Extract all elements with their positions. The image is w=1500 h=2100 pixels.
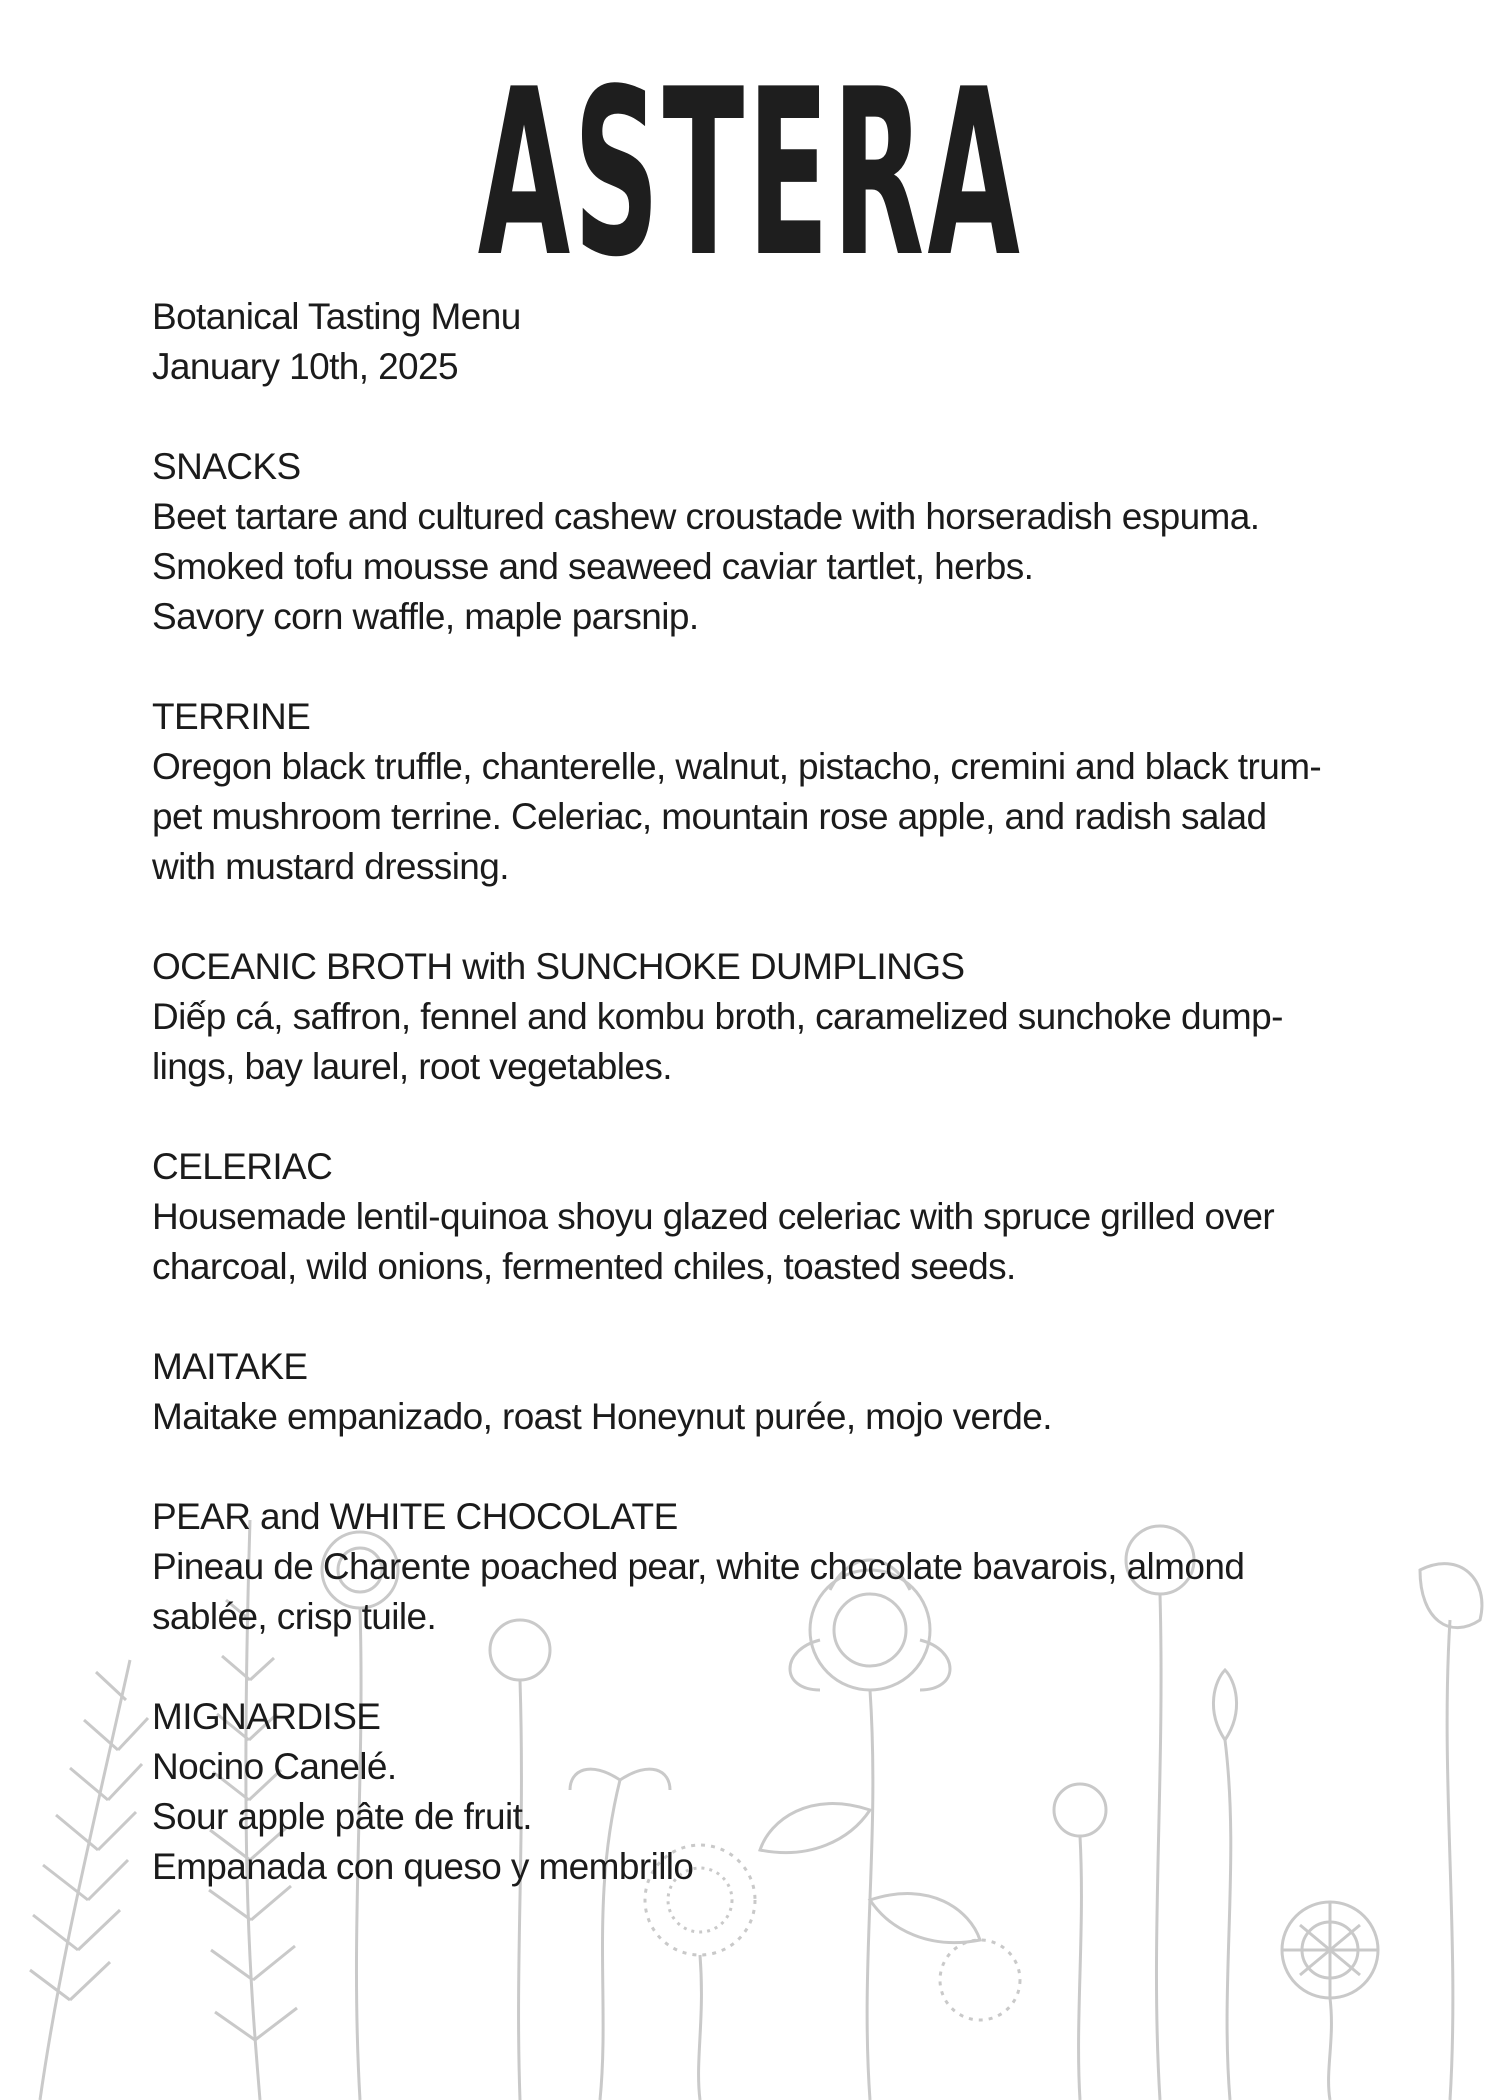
course-description-line: sablée, crisp tuile.	[152, 1596, 437, 1637]
course-title: OCEANIC BROTH with SUNCHOKE DUMPLINGS	[152, 946, 965, 987]
course-description-line: charcoal, wild onions, fermented chiles, toasted seeds.	[152, 1246, 1016, 1287]
course-description-line: Housemade lentil-quinoa shoyu glazed celeriac with spruce grilled over	[152, 1196, 1275, 1237]
course-title: SNACKS	[152, 446, 301, 487]
course-description-line: with mustard dressing.	[152, 846, 509, 887]
course-description-line: Sour apple pâte de fruit.	[152, 1796, 532, 1837]
course-title: MAITAKE	[152, 1346, 308, 1387]
course-title: TERRINE	[152, 696, 311, 737]
course-snacks	[152, 442, 1372, 642]
course-celeriac	[152, 1142, 1372, 1292]
course-description-line: Maitake empanizado, roast Honeynut purée, mojo verde.	[152, 1396, 1052, 1437]
course-description-line: Oregon black truffle, chanterelle, walnut, pistacho, cremini and black trum-	[152, 746, 1322, 787]
course-maitake	[152, 1342, 1372, 1442]
course-description-line: lings, bay laurel, root vegetables.	[152, 1046, 672, 1087]
course-title: CELERIAC	[152, 1146, 333, 1187]
course-description-line: pet mushroom terrine. Celeriac, mountain rose apple, and radish salad	[152, 796, 1267, 837]
menu-content	[152, 292, 1372, 1892]
menu-name: Botanical Tasting Menu	[152, 296, 521, 337]
course-terrine	[152, 692, 1372, 892]
course-mignardise	[152, 1692, 1372, 1892]
course-description-line: Nocino Canelé.	[152, 1746, 397, 1787]
restaurant-logo	[0, 41, 1500, 308]
course-pear-white-chocolate	[152, 1492, 1372, 1642]
course-description-line: Beet tartare and cultured cashew croustade with horseradish espuma.	[152, 496, 1260, 537]
course-description-line: Savory corn waffle, maple parsnip.	[152, 596, 699, 637]
course-oceanic-broth	[152, 942, 1372, 1092]
course-description-line: Smoked tofu mousse and seaweed caviar tartlet, herbs.	[152, 546, 1034, 587]
menu-date: January 10th, 2025	[152, 346, 458, 387]
course-title: MIGNARDISE	[152, 1696, 381, 1737]
course-title: PEAR and WHITE CHOCOLATE	[152, 1496, 678, 1537]
course-description-line: Pineau de Charente poached pear, white chocolate bavarois, almond	[152, 1546, 1245, 1587]
logo-wordmark: ASTERA	[477, 41, 1023, 308]
course-description-line: Empanada con queso y membrillo	[152, 1846, 694, 1887]
course-description-line: Diếp cá, saffron, fennel and kombu broth, caramelized sunchoke dump-	[152, 996, 1283, 1037]
